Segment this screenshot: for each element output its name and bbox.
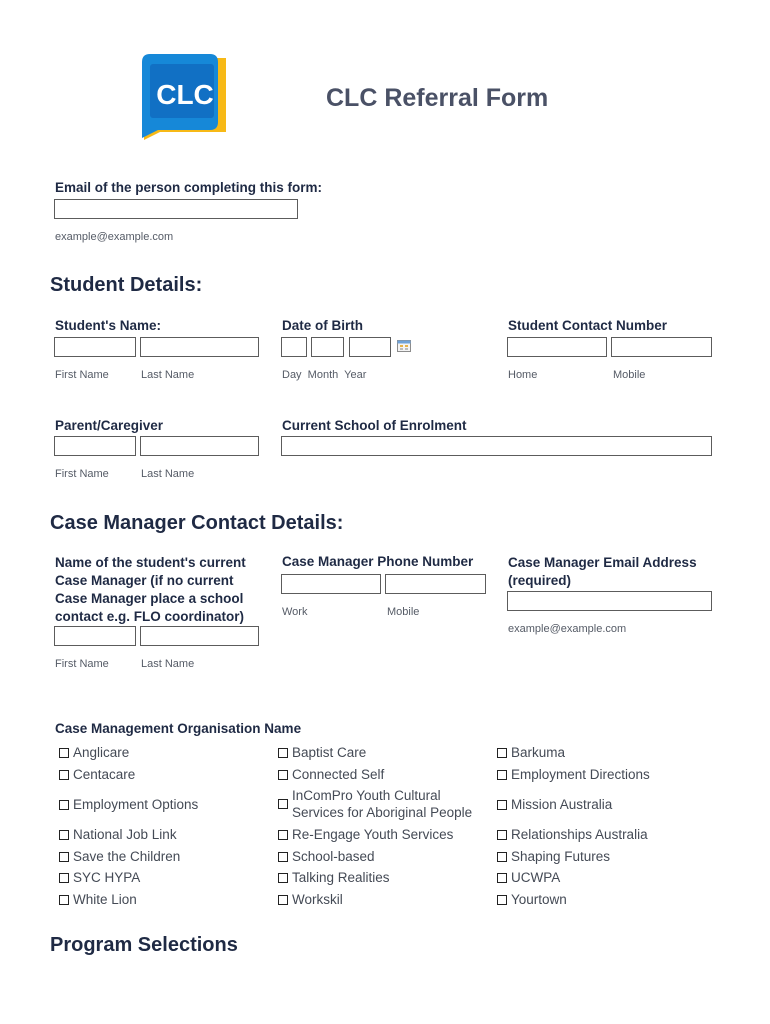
dob-year-input[interactable] (349, 337, 391, 357)
home-caption: Home (508, 369, 538, 381)
checkbox-workskil[interactable]: Workskil (278, 891, 343, 908)
checkbox-relationships-australia[interactable]: Relationships Australia (497, 826, 648, 843)
checkbox-box[interactable] (59, 770, 69, 780)
email-input[interactable] (54, 199, 298, 219)
checkbox-box[interactable] (497, 748, 507, 758)
student-first-name-caption: First Name (55, 369, 109, 381)
checkbox-box[interactable] (278, 770, 288, 780)
email-label: Email of the person completing this form: (55, 180, 323, 195)
school-label: Current School of Enrolment (282, 418, 467, 433)
checkbox-school-based[interactable]: School-based (278, 848, 375, 865)
dob-label: Date of Birth (282, 318, 363, 333)
checkbox-barkuma[interactable]: Barkuma (497, 744, 565, 761)
organisation-label: Case Management Organisation Name (55, 721, 302, 736)
case-manager-email-label: Case Manager Email Address (required) (508, 555, 697, 588)
checkbox-box[interactable] (59, 830, 69, 840)
checkbox-ucwpa[interactable]: UCWPA (497, 869, 560, 886)
form-title: CLC Referral Form (326, 84, 549, 112)
dob-month-input[interactable] (311, 337, 344, 357)
case-manager-name-label: Name of the student's current Case Manager (if no current Case Manager place a school contact e.g. FLO coordinator) (55, 555, 246, 624)
parent-first-name-input[interactable] (54, 436, 136, 456)
checkbox-save-the-children[interactable]: Save the Children (59, 848, 180, 865)
parent-first-name-caption: First Name (55, 468, 109, 480)
checkbox-employment-options[interactable]: Employment Options (59, 796, 198, 813)
checkbox-box[interactable] (278, 873, 288, 883)
student-details-heading: Student Details: (50, 274, 203, 296)
checkbox-box[interactable] (497, 830, 507, 840)
dob-day-input[interactable] (281, 337, 307, 357)
checkbox-national-job-link[interactable]: National Job Link (59, 826, 177, 843)
checkbox-box[interactable] (59, 852, 69, 862)
checkbox-box[interactable] (278, 799, 288, 809)
case-manager-mobile-caption: Mobile (387, 606, 420, 618)
email-hint: example@example.com (55, 231, 174, 243)
student-first-name-input[interactable] (54, 337, 136, 357)
checkbox-shaping-futures[interactable]: Shaping Futures (497, 848, 610, 865)
checkbox-box[interactable] (497, 770, 507, 780)
case-manager-work-phone-input[interactable] (281, 574, 381, 594)
case-manager-mobile-input[interactable] (385, 574, 486, 594)
checkbox-re-engage[interactable]: Re-Engage Youth Services (278, 826, 453, 843)
checkbox-box[interactable] (497, 873, 507, 883)
checkbox-centacare[interactable]: Centacare (59, 766, 135, 783)
case-manager-heading: Case Manager Contact Details: (50, 512, 344, 534)
checkbox-box[interactable] (59, 895, 69, 905)
checkbox-box[interactable] (278, 895, 288, 905)
student-name-label: Student's Name: (55, 318, 161, 333)
checkbox-mission-australia[interactable]: Mission Australia (497, 796, 612, 813)
student-mobile-input[interactable] (611, 337, 712, 357)
case-manager-phone-label: Case Manager Phone Number (282, 554, 474, 569)
checkbox-talking-realities[interactable]: Talking Realities (278, 869, 390, 886)
student-last-name-input[interactable] (140, 337, 259, 357)
parent-last-name-input[interactable] (140, 436, 259, 456)
checkbox-baptist-care[interactable]: Baptist Care (278, 744, 366, 761)
parent-label: Parent/Caregiver (55, 418, 164, 433)
parent-last-name-caption: Last Name (141, 468, 195, 480)
work-caption: Work (282, 606, 308, 618)
checkbox-box[interactable] (278, 852, 288, 862)
case-manager-first-name-caption: First Name (55, 658, 109, 670)
logo-text: CLC (156, 79, 214, 110)
mobile-caption: Mobile (613, 369, 646, 381)
checkbox-box[interactable] (497, 895, 507, 905)
case-manager-first-name-input[interactable] (54, 626, 136, 646)
checkbox-box[interactable] (59, 873, 69, 883)
checkbox-box[interactable] (59, 748, 69, 758)
calendar-icon[interactable] (397, 339, 411, 352)
student-home-phone-input[interactable] (507, 337, 607, 357)
program-selections-heading: Program Selections (50, 934, 238, 956)
student-contact-label: Student Contact Number (508, 318, 668, 333)
checkbox-box[interactable] (497, 852, 507, 862)
dob-caption: Day Month Year (282, 369, 367, 381)
school-input[interactable] (281, 436, 712, 456)
case-manager-last-name-caption: Last Name (141, 658, 195, 670)
checkbox-anglicare[interactable]: Anglicare (59, 744, 129, 761)
checkbox-employment-directions[interactable]: Employment Directions (497, 766, 650, 783)
case-manager-last-name-input[interactable] (140, 626, 259, 646)
checkbox-incompro[interactable]: InComPro Youth Cultural Services for Aboriginal People (278, 787, 493, 821)
checkbox-box[interactable] (59, 800, 69, 810)
checkbox-box[interactable] (497, 800, 507, 810)
clc-logo (140, 52, 232, 140)
checkbox-box[interactable] (278, 748, 288, 758)
case-manager-email-input[interactable] (507, 591, 712, 611)
case-manager-email-hint: example@example.com (508, 623, 627, 635)
checkbox-white-lion[interactable]: White Lion (59, 891, 137, 908)
checkbox-yourtown[interactable]: Yourtown (497, 891, 567, 908)
checkbox-syc-hypa[interactable]: SYC HYPA (59, 869, 140, 886)
checkbox-box[interactable] (278, 830, 288, 840)
student-last-name-caption: Last Name (141, 369, 195, 381)
checkbox-connected-self[interactable]: Connected Self (278, 766, 384, 783)
